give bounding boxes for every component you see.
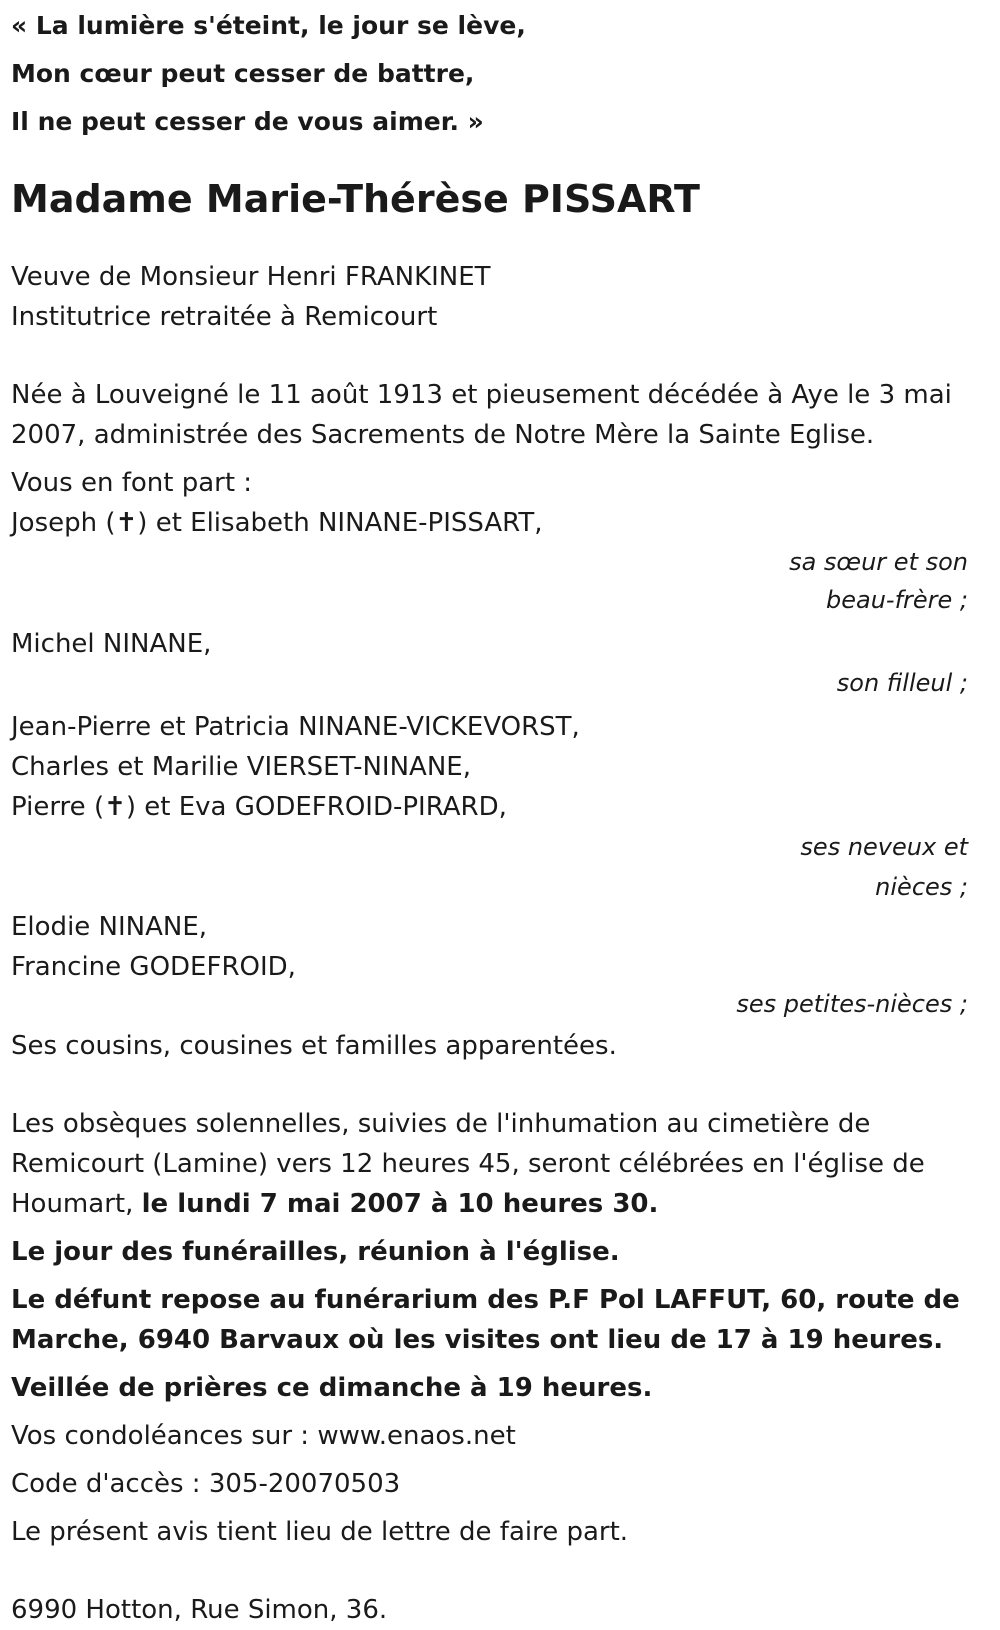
family-name: Joseph (✝) et Elisabeth NINANE-PISSART, bbox=[11, 508, 543, 538]
condolences-note: Vos condoléances sur : www.enaos.net bbox=[11, 1421, 516, 1451]
vigil-note: Veillée de prières ce dimanche à 19 heures. bbox=[11, 1373, 653, 1403]
family-name: Elodie NINANE, bbox=[11, 912, 208, 942]
relation-label: son filleul ; bbox=[836, 669, 968, 697]
address: 6990 Hotton, Rue Simon, 36. bbox=[11, 1595, 388, 1625]
funeral-line-1: Les obsèques solennelles, suivies de l'inhumation au cimetière de bbox=[11, 1109, 871, 1139]
rest-note-line-2: Marche, 6940 Barvaux où les visites ont lieu de 17 à 19 heures. bbox=[11, 1325, 944, 1355]
funeral-line-2: Remicourt (Lamine) vers 12 heures 45, seront célébrées en l'église de bbox=[11, 1149, 925, 1179]
birth-death-line-1: Née à Louveigné le 11 août 1913 et pieusement décédée à Aye le 3 mai bbox=[11, 380, 952, 410]
funeral-date: le lundi 7 mai 2007 à 10 heures 30. bbox=[141, 1189, 659, 1219]
announcers-heading: Vous en font part : bbox=[11, 468, 253, 498]
funeral-place: Houmart, bbox=[11, 1189, 142, 1219]
access-code: Code d'accès : 305-20070503 bbox=[11, 1469, 401, 1499]
family-name: Jean-Pierre et Patricia NINANE-VICKEVORST, bbox=[11, 712, 580, 742]
birth-death-line-2: 2007, administrée des Sacrements de Notre Mère la Sainte Eglise. bbox=[11, 420, 875, 450]
family-name: Charles et Marilie VIERSET-NINANE, bbox=[11, 752, 471, 782]
notice-note: Le présent avis tient lieu de lettre de faire part. bbox=[11, 1517, 629, 1547]
relation-label: ses neveux et bbox=[800, 833, 968, 861]
relation-label: ses petites-nièces ; bbox=[736, 990, 968, 1018]
family-name: Pierre (✝) et Eva GODEFROID-PIRARD, bbox=[11, 792, 507, 822]
extended-family: Ses cousins, cousines et familles apparentées. bbox=[11, 1031, 617, 1061]
quote-line-1: « La lumière s'éteint, le jour se lève, bbox=[11, 11, 526, 40]
relation-label: nièces ; bbox=[875, 873, 968, 901]
family-name: Michel NINANE, bbox=[11, 629, 212, 659]
relation-label: sa sœur et son bbox=[789, 548, 968, 576]
deceased-name: Madame Marie-Thérèse PISSART bbox=[11, 177, 700, 221]
funeral-line-3 bbox=[11, 1184, 968, 1224]
family-name: Francine GODEFROID, bbox=[11, 952, 296, 982]
quote-line-2: Mon cœur peut cesser de battre, bbox=[11, 59, 475, 88]
profession: Institutrice retraitée à Remicourt bbox=[11, 302, 438, 332]
widow-of: Veuve de Monsieur Henri FRANKINET bbox=[11, 262, 491, 292]
quote-line-3: Il ne peut cesser de vous aimer. » bbox=[11, 107, 484, 136]
meeting-note: Le jour des funérailles, réunion à l'église. bbox=[11, 1237, 620, 1267]
rest-note-line-1: Le défunt repose au funérarium des P.F Pol LAFFUT, 60, route de bbox=[11, 1285, 960, 1315]
relation-label: beau-frère ; bbox=[825, 586, 968, 614]
